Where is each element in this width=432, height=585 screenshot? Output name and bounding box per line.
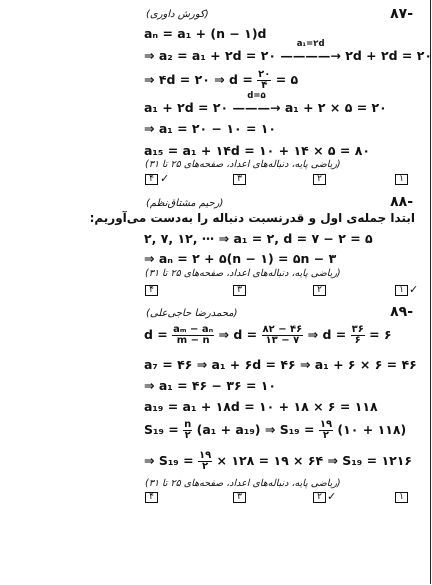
equation-line: d = $\frac{\text{aₘ − aₙ}}{m - n}$ ⇒ d = $\frac{۸۲ - ۴۶}{۱۳ - ۷}$ ⇒ d = $\frac{۳۶}{۶}$ = ۶ bbox=[144, 324, 392, 346]
option-2-box[interactable]: ۲ bbox=[313, 285, 326, 296]
equation-line: a₁ + ۲d = ۲۰ d=۵ ———→ a₁ + ۲ × ۵ = ۲۰ bbox=[144, 91, 387, 115]
equation-line: a₁₅ = a₁ + ۱۴d = ۱۰ + ۱۴ × ۵ = ۸۰ bbox=[144, 143, 370, 158]
reference-note: (ریاضی پایه، دنباله‌های اعداد، صفحه‌های ۲۵ تا ۳۱) bbox=[145, 478, 341, 489]
equation-line: aₙ = a₁ + (n − ۱)d bbox=[144, 26, 267, 41]
equation-line: a₁₉ = a₁ + ۱۸d = ۱۰ + ۱۸ × ۶ = ۱۱۸ bbox=[144, 399, 378, 414]
implies-arrow: d=۵ ———→ bbox=[232, 91, 281, 115]
option-2-box[interactable]: ۲ bbox=[313, 174, 326, 185]
option-3-box[interactable]: ۳ bbox=[233, 285, 246, 296]
equation-line: S₁₉ = $\frac{n}{۲}$ (a₁ + a₁₉) ⇒ S₁₉ = $\frac{۱۹}{۲}$ (۱۰ + ۱۱۸) bbox=[144, 419, 407, 441]
option-3-box[interactable]: ۳ bbox=[233, 174, 246, 185]
question-number: -۸۹ bbox=[390, 304, 413, 320]
equation-line: ۲, ۷, ۱۲, ⋯ ⇒ a₁ = ۲, d = ۷ − ۲ = ۵ bbox=[144, 231, 373, 246]
question-number: -۸۸ bbox=[390, 194, 413, 210]
option-4-box[interactable]: ۴ bbox=[145, 174, 158, 185]
option-1-box[interactable]: ۱ bbox=[395, 174, 408, 185]
author-name: (محمدرضا حاجی‌علی) bbox=[146, 308, 238, 319]
check-mark-icon: ✓ bbox=[160, 172, 170, 185]
intro-text: ابتدا جمله‌ی اول و قدرنسبت دنباله را به‌دست می‌آوریم: bbox=[89, 211, 415, 225]
fraction: $\frac{n}{۲}$ bbox=[184, 419, 192, 441]
fraction: $\frac{۸۲ - ۴۶}{۱۳ - ۷}$ bbox=[262, 324, 303, 346]
option-4-box[interactable]: ۴ bbox=[145, 492, 158, 503]
option-1-box[interactable]: ۱ bbox=[395, 285, 408, 296]
equation-line: ⇒ S₁₉ = $\frac{۱۹}{۲}$ × ۱۲۸ = ۱۹ × ۶۴ ⇒ S₁₉ = ۱۲۱۶ bbox=[144, 450, 412, 472]
reference-note: (ریاضی پایه، دنباله‌های اعداد، صفحه‌های ۲۵ تا ۳۱) bbox=[145, 268, 341, 279]
option-1-box[interactable]: ۱ bbox=[395, 492, 408, 503]
fraction: $\frac{۲۰}{۴}$ bbox=[258, 69, 271, 91]
fraction: $\frac{۳۶}{۶}$ bbox=[351, 324, 364, 346]
author-name: (کورش داوری) bbox=[146, 9, 209, 20]
equation-line: ⇒ a₁ = ۴۶ − ۳۶ = ۱۰ bbox=[144, 378, 277, 393]
implies-arrow: a₁=۲d ————→ bbox=[280, 39, 341, 63]
check-mark-icon: ✓ bbox=[409, 283, 419, 296]
equation-line: ⇒ ۴d = ۲۰ ⇒ d = $\frac{۲۰}{۴}$ = ۵ bbox=[144, 69, 299, 91]
equation-line: ⇒ a₂ = a₁ + ۲d = ۲۰ a₁=۲d ————→ ۲d + ۲d = ۲۰ bbox=[144, 39, 432, 63]
equation-line: ⇒ aₙ = ۲ + ۵(n − ۱) = ۵n − ۳ bbox=[144, 251, 337, 266]
option-3-box[interactable]: ۳ bbox=[233, 492, 246, 503]
author-name: (رحیم مشتاق‌نظم) bbox=[146, 198, 224, 209]
fraction: $\frac{\text{aₘ − aₙ}}{m - n}$ bbox=[173, 324, 214, 346]
option-2-box[interactable]: ۲ bbox=[313, 492, 326, 503]
check-mark-icon: ✓ bbox=[327, 490, 337, 503]
question-number: -۸۷ bbox=[390, 6, 413, 22]
fraction: $\frac{۱۹}{۲}$ bbox=[198, 450, 212, 472]
reference-note: (ریاضی پایه، دنباله‌های اعداد، صفحه‌های ۲۵ تا ۳۱) bbox=[145, 159, 341, 170]
equation-line: a₇ = ۴۶ ⇒ a₁ + ۶d = ۴۶ ⇒ a₁ + ۶ × ۶ = ۴۶ bbox=[144, 357, 417, 372]
equation-line: ⇒ a₁ = ۲۰ − ۱۰ = ۱۰ bbox=[144, 121, 277, 136]
fraction: $\frac{۱۹}{۲}$ bbox=[319, 419, 333, 441]
option-4-box[interactable]: ۴ bbox=[145, 285, 158, 296]
